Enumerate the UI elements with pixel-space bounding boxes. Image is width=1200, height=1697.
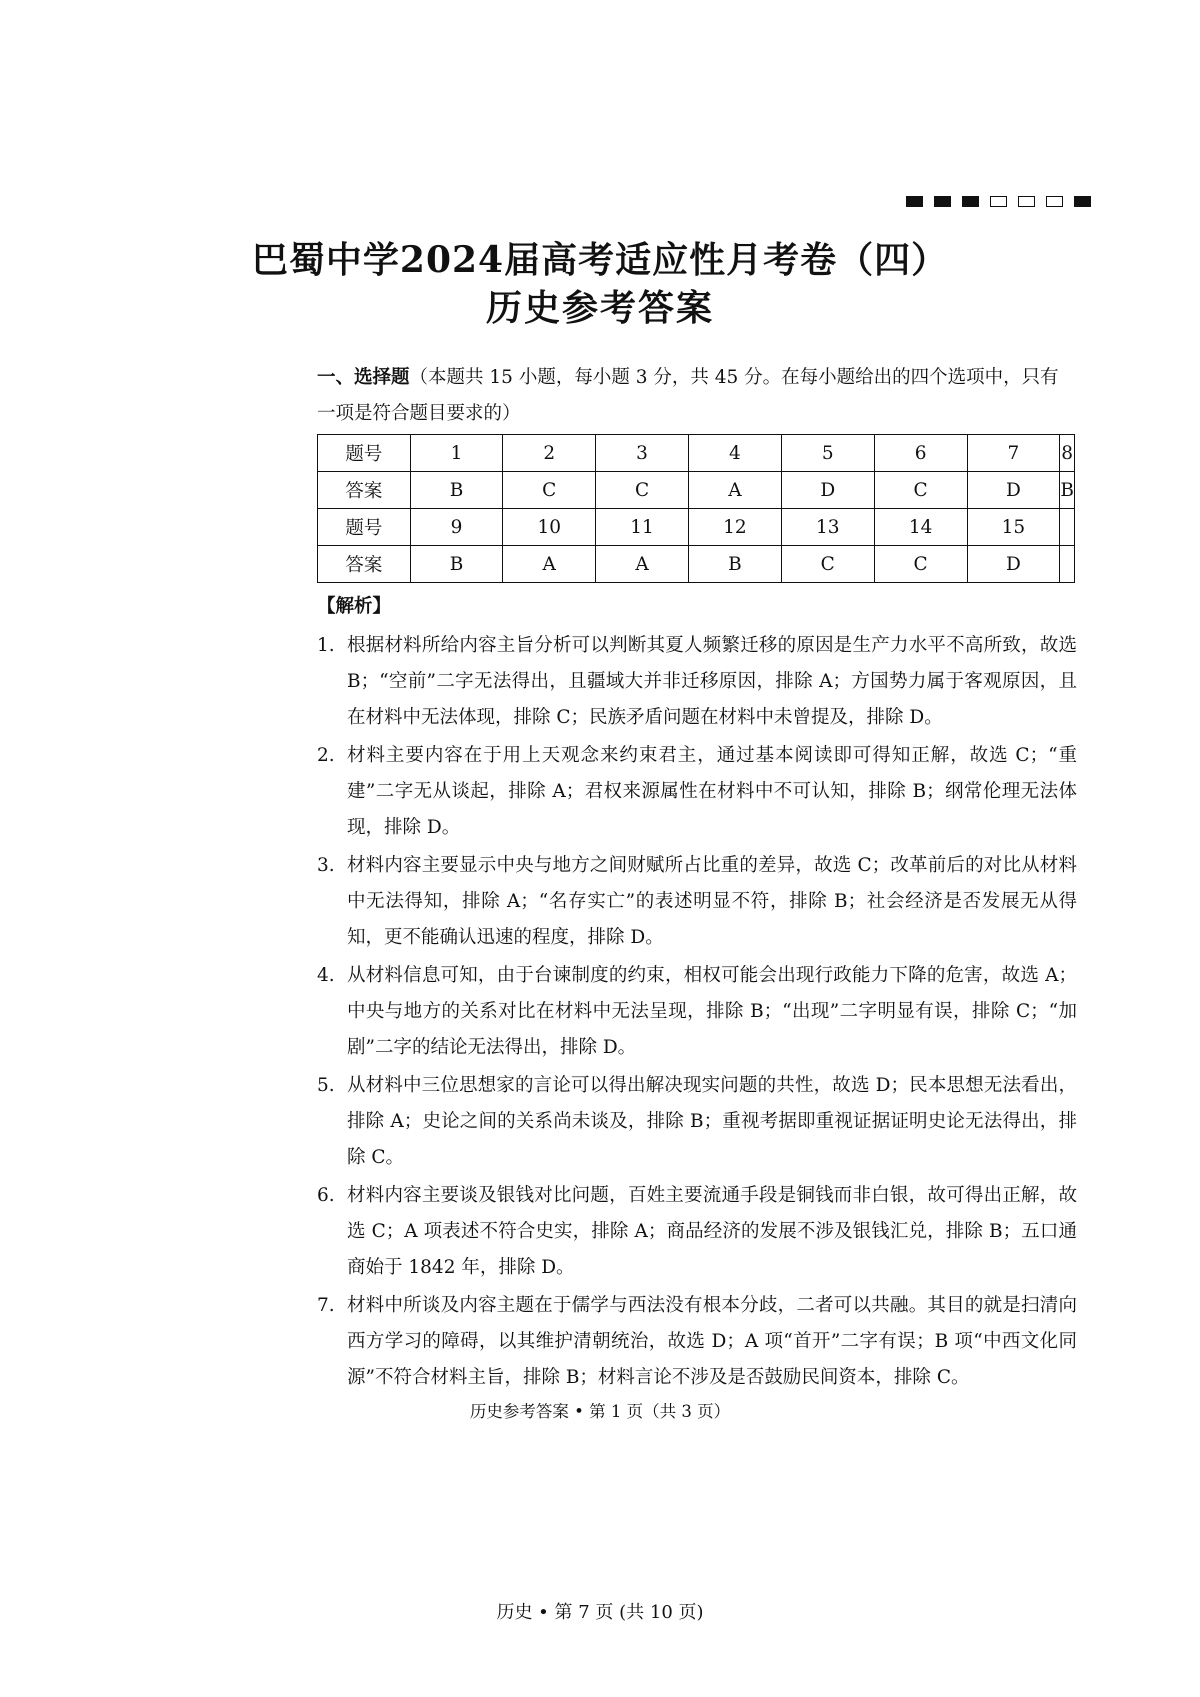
analysis-item [317,1068,1077,1176]
analysis-item-text: 从材料中三位思想家的言论可以得出解决现实问题的共性，故选 D；民本思想无法看出，排除 A；史论之间的关系尚未谈及，排除 B；重视考据即重视证据证明史论无法得出，排除 C。 [347,1075,1077,1168]
analysis-item-number: 2. [317,745,335,766]
table-cell: 14 [874,509,967,546]
table-cell: 10 [503,509,596,546]
analysis-item [317,848,1077,956]
table-cell: D [967,546,1060,583]
analysis-list [317,628,1077,1398]
table-cell: B [688,546,781,583]
table-cell: 11 [596,509,689,546]
filled-square-mark [934,196,951,207]
table-row-header: 答案 [318,472,411,509]
analysis-item-number: 5. [317,1075,335,1096]
analysis-item-text: 材料主要内容在于用上天观念来约束君主，通过基本阅读即可得知正解，故选 C；“重建”二字无从谈起，排除 A；君权来源属性在材料中不可认知，排除 B；纲常伦理无法体现，排除 D。 [347,745,1077,838]
table-cell [1060,546,1075,583]
table-row-header: 题号 [318,509,411,546]
analysis-item [317,1178,1077,1286]
table-cell: 9 [410,509,503,546]
empty-square-mark [1018,196,1035,207]
table-row [318,472,1075,509]
table-cell: D [781,472,874,509]
analysis-heading: 【解析】 [317,596,392,617]
table-cell: B [410,546,503,583]
table-cell: 7 [967,435,1060,472]
empty-square-mark [990,196,1007,207]
table-cell: B [410,472,503,509]
section-intro [317,360,1075,432]
analysis-item-number: 3. [317,855,335,876]
table-cell: A [503,546,596,583]
analysis-item-number: 6. [317,1185,335,1206]
table-cell: C [503,472,596,509]
filled-square-mark [906,196,923,207]
page-subtitle: 历史参考答案 [485,287,714,329]
table-cell: 8 [1060,435,1075,472]
analysis-item-text: 根据材料所给内容主旨分析可以判断其夏人频繁迁移的原因是生产力水平不高所致，故选 B；“空前”二字无法得出，且疆域大并非迁移原因，排除 A；方国势力属于客观原因，且在材料中无法体现，排除 C；民族矛盾问题在材料中未曾提及，排除 D。 [347,635,1077,728]
table-cell: 2 [503,435,596,472]
answer-table [317,434,1075,583]
analysis-item [317,958,1077,1066]
table-row [318,546,1075,583]
table-row [318,509,1075,546]
section-description: （本题共 15 小题，每小题 3 分，共 45 分。在每小题给出的四个选项中，只有一项是符合题目要求的） [317,367,1059,424]
table-cell: 13 [781,509,874,546]
table-cell: D [967,472,1060,509]
table-cell: 6 [874,435,967,472]
table-cell: C [781,546,874,583]
outer-page-footer: 历史 • 第 7 页 (共 10 页) [496,1602,704,1623]
table-cell: B [1060,472,1075,509]
analysis-item [317,738,1077,846]
table-row [318,435,1075,472]
table-cell: C [874,546,967,583]
table-cell: 15 [967,509,1060,546]
analysis-item-text: 材料内容主要谈及银钱对比问题，百姓主要流通手段是铜钱而非白银，故可得出正解，故选 C；A 项表述不符合史实，排除 A；商品经济的发展不涉及银钱汇兑，排除 B；五口通商始于 1842 年，排除 D。 [347,1185,1077,1278]
corner-marks [906,196,1091,207]
table-cell: A [688,472,781,509]
table-cell: 1 [410,435,503,472]
analysis-item-number: 1. [317,635,335,656]
section-label: 一、选择题 [317,367,410,388]
analysis-item [317,628,1077,736]
table-cell: 4 [688,435,781,472]
table-cell: 3 [596,435,689,472]
analysis-item-number: 7. [317,1295,335,1316]
table-row-header: 答案 [318,546,411,583]
table-cell: A [596,546,689,583]
empty-square-mark [1046,196,1063,207]
filled-square-mark [1074,196,1091,207]
table-cell: C [874,472,967,509]
page-title: 巴蜀中学2024届高考适应性月考卷（四） [251,239,949,281]
filled-square-mark [962,196,979,207]
table-cell: 12 [688,509,781,546]
table-row-header: 题号 [318,435,411,472]
table-cell: C [596,472,689,509]
analysis-item [317,1288,1077,1396]
table-cell: 5 [781,435,874,472]
analysis-item-text: 从材料信息可知，由于台谏制度的约束，相权可能会出现行政能力下降的危害，故选 A；中央与地方的关系对比在材料中无法呈现，排除 B；“出现”二字明显有误，排除 C；“加剧”二字的结论无法得出，排除 D。 [347,965,1077,1058]
analysis-item-text: 材料内容主要显示中央与地方之间财赋所占比重的差异，故选 C；改革前后的对比从材料中无法得知，排除 A；“名存实亡”的表述明显不符，排除 B；社会经济是否发展无从得知，更不能确认迅速的程度，排除 D。 [347,855,1077,948]
table-cell [1060,509,1075,546]
analysis-item-text: 材料中所谈及内容主题在于儒学与西法没有根本分歧，二者可以共融。其目的就是扫清向西方学习的障碍，以其维护清朝统治，故选 D；A 项“首开”二字有误；B 项“中西文化同源”不符合材料主旨，排除 B；材料言论不涉及是否鼓励民间资本，排除 C。 [347,1295,1077,1388]
inner-page-footer: 历史参考答案 • 第 1 页（共 3 页） [469,1402,731,1421]
analysis-item-number: 4. [317,965,335,986]
